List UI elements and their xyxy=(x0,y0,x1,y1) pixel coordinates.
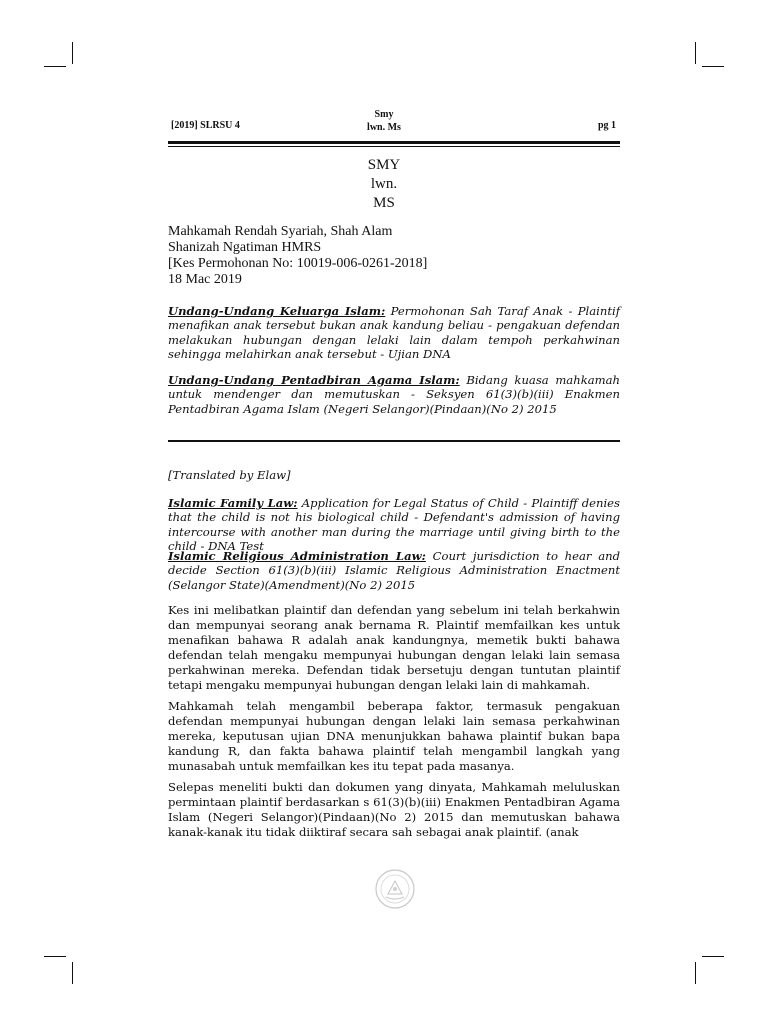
crop-mark xyxy=(702,66,724,67)
headnote-ms xyxy=(168,304,620,361)
headnote-heading: Undang-Undang Keluarga Islam: xyxy=(168,304,386,318)
crop-mark xyxy=(695,962,696,984)
headnote-text: Court jurisdiction to hear and decide Section 61(3)(b)(iii) Islamic Religious Administration Enactment (Selangor State)(Amendment)(No 2) 2015 xyxy=(168,549,621,592)
crop-mark xyxy=(44,66,66,67)
header-citation: [2019] SLRSU 4 xyxy=(171,120,240,131)
case-title-line3: MS xyxy=(373,195,395,211)
body-paragraph: Kes ini melibatkan plaintif dan defendan yang sebelum ini telah berkahwin dan mempunyai seorang anak bernama R. Plaintif memfailkan kes untuk menafikan bahawa R adalah anak kandungnya, memetik bukti bahawa defendan telah mengaku mempunyai hubungan dengan lelaki lain semasa perkahwinan mereka. Defendan tidak bersetuju dengan tuntutan plaintif tetapi mengaku mempunyai hubungan dengan lelaki lain di mahkamah. xyxy=(168,603,620,692)
headnote-heading: Undang-Undang Pentadbiran Agama Islam: xyxy=(168,373,460,387)
header-page-number: pg 1 xyxy=(598,120,617,131)
section-divider xyxy=(168,440,620,442)
case-title-line1: SMY xyxy=(367,157,401,173)
headnote-text: Application for Legal Status of Child - Plaintiff denies that the child is not his biological child - Defendant's admission of having intercourse with another man during the marriage until giving birth to the child - DNA Test xyxy=(168,496,620,553)
header-rule-thick xyxy=(168,141,620,144)
headnote-ms xyxy=(168,373,620,416)
header-parties xyxy=(340,108,428,134)
body-paragraph: Mahkamah telah mengambil beberapa faktor, termasuk pengakuan defendan mempunyai hubungan dengan lelaki lain semasa perkahwinan mereka, keputusan ujian DNA menunjukkan bahawa plaintif bukan bapa kandung R, dan fakta bahawa plaintif telah mengambil langkah yang munasabah untuk memfailkan kes itu tepat pada masanya. xyxy=(168,699,620,773)
body-paragraph: Selepas meneliti bukti dan dokumen yang dinyata, Mahkamah meluluskan permintaan plaintif berdasarkan s 61(3)(b)(iii) Enakmen Pentadbiran Agama Islam (Negeri Selangor)(Pindaan)(No 2) 2015 dan memutuskan bahawa kanak-kanak itu tidak diiktiraf secara sah sebagai anak plaintif. (anak xyxy=(168,780,620,839)
headnote-en xyxy=(168,496,620,553)
headnote-en xyxy=(168,549,620,592)
crop-mark xyxy=(44,956,66,957)
headnote-text: Permohonan Sah Taraf Anak - Plaintif menafikan anak tersebut bukan anak kandung beliau - pengakuan defendan melakukan hubungan dengan lelaki lain dalam tempoh perkahwinan sehingga melahirkan anak tersebut - Ujian DNA xyxy=(168,304,620,361)
crop-mark xyxy=(695,42,696,64)
header-rule-thin xyxy=(168,146,620,147)
headnote-text: Bidang kuasa mahkamah untuk mendenger dan memutuskan - Seksyen 61(3)(b)(iii) Enakmen Pentadbiran Agama Islam (Negeri Selangor)(Pindaan)(No 2) 2015 xyxy=(168,373,620,416)
case-meta xyxy=(168,224,427,288)
headnote-heading: Islamic Family Law: xyxy=(168,496,298,510)
case-number: [Kes Permohonan No: 10019-006-0261-2018] xyxy=(168,256,428,271)
decision-date: 18 Mac 2019 xyxy=(168,272,242,287)
headnote-heading: Islamic Religious Administration Law: xyxy=(168,549,426,563)
court-name: Mahkamah Rendah Syariah, Shah Alam xyxy=(168,224,393,239)
crop-mark xyxy=(72,42,73,64)
case-title-line2: lwn. xyxy=(370,176,398,192)
crop-mark xyxy=(702,956,724,957)
judge-name: Shanizah Ngatiman HMRS xyxy=(168,240,322,255)
translated-note: [Translated by Elaw] xyxy=(168,468,291,482)
header-center-line1: Smy xyxy=(374,109,394,120)
header-center-line2: lwn. Ms xyxy=(367,122,401,133)
case-title xyxy=(334,156,434,213)
court-seal-icon xyxy=(374,868,416,910)
crop-mark xyxy=(72,962,73,984)
